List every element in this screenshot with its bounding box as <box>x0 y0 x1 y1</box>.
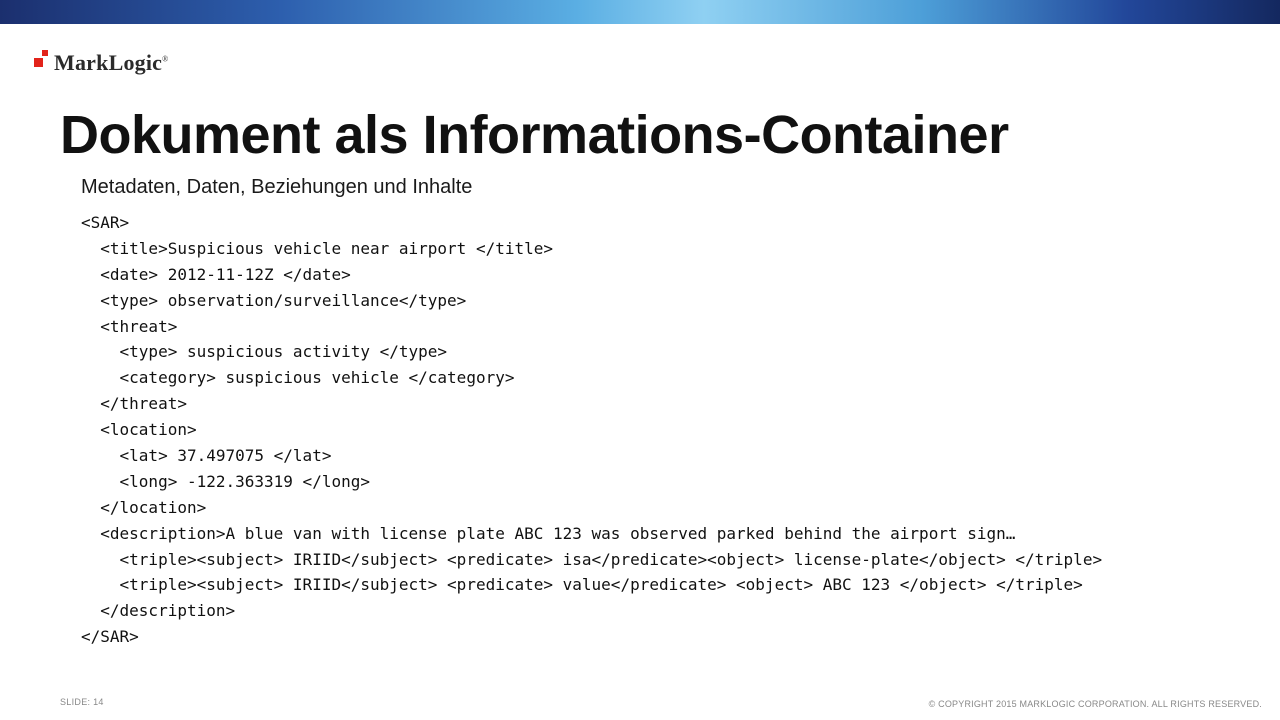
marklogic-logo <box>34 48 204 82</box>
code-line: </location> <box>81 497 207 517</box>
logo-registered-mark: ® <box>162 54 169 64</box>
code-line: <description>A blue van with license plate ABC 123 was observed parked behind the airport sign… <box>81 523 1016 543</box>
code-line: <type> observation/surveillance</type> <box>81 290 467 310</box>
code-line: <title>Suspicious vehicle near airport </title> <box>81 238 554 258</box>
xml-code-block <box>81 210 1102 650</box>
slide-title: Dokument als Informations-Container <box>60 105 1009 165</box>
logo-mark-large <box>34 58 43 67</box>
code-line: <threat> <box>81 316 178 336</box>
code-line: <triple><subject> IRIID</subject> <predicate> isa</predicate><object> license-plate</object> </triple> <box>81 549 1103 569</box>
code-line: <long> -122.363319 </long> <box>81 471 370 491</box>
code-line: </SAR> <box>81 627 139 647</box>
logo-mark-small <box>42 50 48 56</box>
code-line: <category> suspicious vehicle </category> <box>81 368 515 388</box>
top-gradient-band <box>0 0 1280 24</box>
code-line: <date> 2012-11-12Z </date> <box>81 264 351 284</box>
slide-number: SLIDE: 14 <box>60 697 104 707</box>
logo-text: MarkLogic <box>54 50 163 75</box>
code-line: </threat> <box>81 394 187 414</box>
code-line: </description> <box>81 601 236 621</box>
code-line: <lat> 37.497075 </lat> <box>81 446 332 466</box>
code-line: <triple><subject> IRIID</subject> <predicate> value</predicate> <object> ABC 123 </object> </triple> <box>81 575 1083 595</box>
code-line: <location> <box>81 420 197 440</box>
code-line: <SAR> <box>81 213 130 232</box>
logo-wordmark <box>54 50 168 76</box>
code-line: <type> suspicious activity </type> <box>81 342 448 362</box>
slide-subtitle: Metadaten, Daten, Beziehungen und Inhalte <box>81 176 473 198</box>
copyright-notice: © COPYRIGHT 2015 MARKLOGIC CORPORATION. ALL RIGHTS RESERVED. <box>928 699 1262 709</box>
